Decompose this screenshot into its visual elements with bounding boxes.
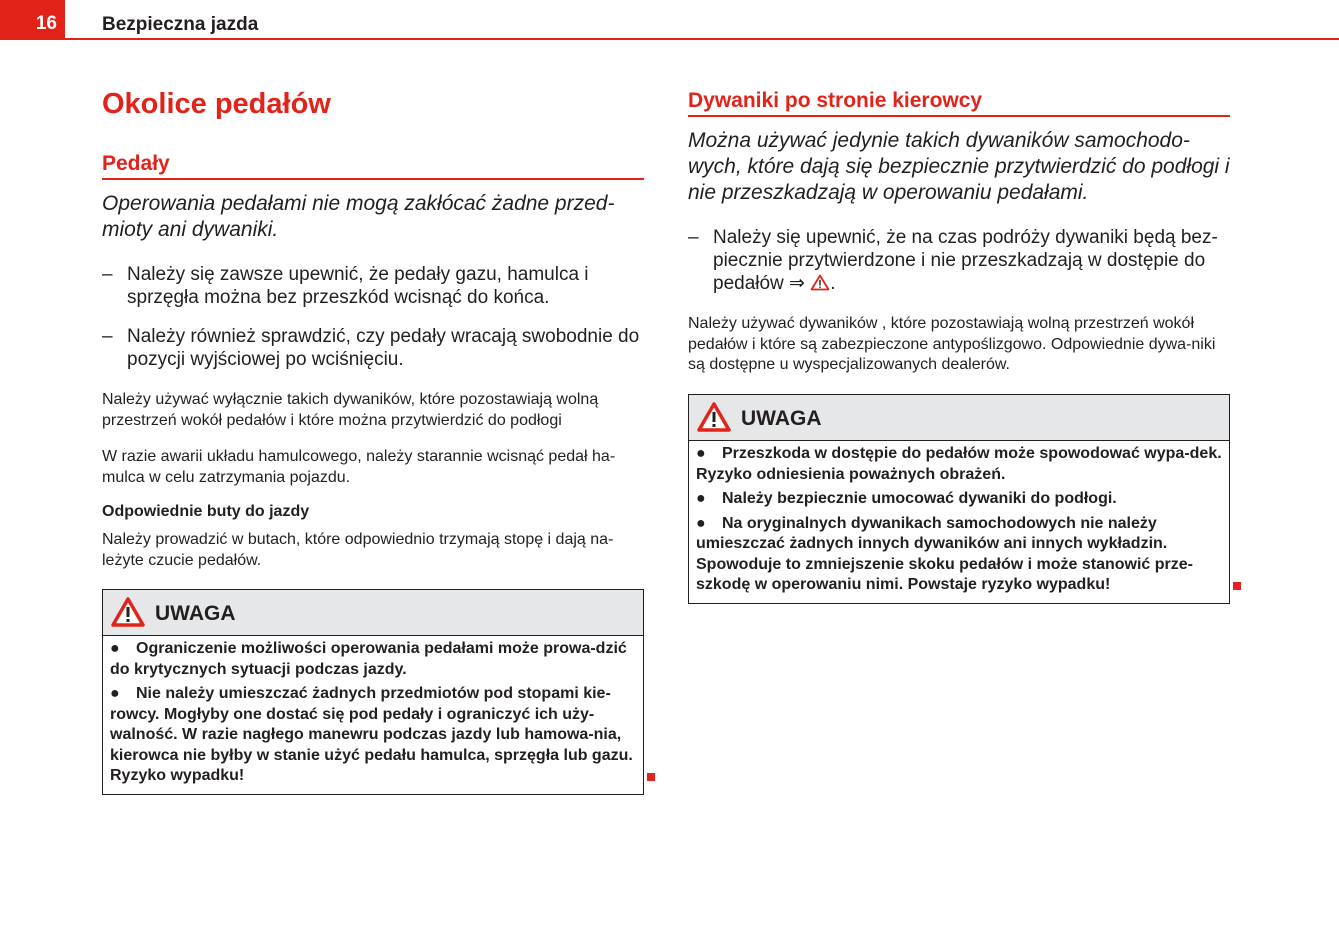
section-end-marker [647,773,655,781]
section-title-dywaniki: Dywaniki po stronie kierowcy [688,89,983,112]
bullet-marker: ● [110,640,120,657]
header-rule [65,38,1339,40]
warning-item [696,489,1223,510]
section-title-pedaly: Pedały [102,152,170,175]
warning-item-text: Należy bezpiecznie umocować dywaniki do podłogi. [722,490,1117,507]
warning-item [110,684,637,787]
warning-body [103,636,643,794]
warning-item [110,639,637,680]
warning-reference-icon[interactable] [810,274,830,291]
running-title: Bezpieczna jazda [102,14,259,35]
list-item-text: Należy również sprawdzić, czy pedały wracają swobodnie do pozycji wyjściowej po wciśnięciu. [127,326,640,370]
bullet-marker: ● [696,490,706,507]
paragraph: Należy prowadzić w butach, które odpowiednio trzymają stopę i dają na-leżyte czucie pedałów. [102,531,614,569]
paragraph: Należy używać dywaników , które pozostawiają wolną przestrzeń wokół pedałów i które są zabezpieczone antypoślizgowo. Odpowiednie dywa-niki są dostępne u wyspecjalizowanych dealerów. [688,315,1216,373]
warning-item [696,514,1223,596]
paragraph: Należy używać wyłącznie takich dywaników, które pozostawiają wolną przestrzeń wokół pedałów i które można przytwierdzić do podłogi [102,391,599,429]
warning-box [102,589,644,795]
dash-list [102,263,644,387]
warning-header [689,395,1229,441]
section-rule [102,178,644,180]
list-item-text: Należy się zawsze upewnić, że pedały gazu, hamulca i sprzęgła można bez przeszkód wcisnąć do końca. [127,264,589,308]
warning-triangle-icon [696,401,732,433]
section-end-marker [1233,582,1241,590]
list-item-suffix: . [830,273,836,294]
warning-item [696,444,1223,485]
dash-marker: – [688,227,699,248]
warning-box [688,394,1230,604]
warning-title: UWAGA [155,602,236,625]
warning-title: UWAGA [741,407,822,430]
list-item [102,325,644,371]
dash-list [688,226,1230,311]
bullet-marker: ● [696,514,706,532]
warning-item-text: Na oryginalnych dywanikach samochodowych nie należy umieszczać żadnych innych dywaników ani innych wykładzin. Spowoduje to zmniejszenie skoku pedałów i może stanowić prze-szkodę w operowaniu nimi. Powstaje ryzyko wypadku! [696,514,1193,593]
list-item [102,263,644,309]
warning-item-text: Przeszkoda w dostępie do pedałów może spowodować wypa-dek. Ryzyko odniesienia poważnych obrażeń. [696,445,1222,483]
dash-marker: – [102,326,113,347]
warning-header [103,590,643,636]
page-number: 16 [35,13,57,34]
dash-marker: – [102,264,113,285]
list-item [688,226,1230,295]
subheading: Odpowiednie buty do jazdy [102,503,310,520]
paragraph: W razie awarii układu hamulcowego, należy starannie wcisnąć pedał ha-mulca w celu zatrzymania pojazdu. [102,448,616,486]
section-intro: Można używać jedynie takich dywaników samochodo-wych, które dają się bezpiecznie przytwierdzić do podłogi i nie przeszkadzają w operowaniu pedałami. [688,129,1230,204]
warning-item-text: Ograniczenie możliwości operowania pedałami może prowa-dzić do krytycznych sytuacji podczas jazdy. [110,640,627,678]
bullet-marker: ● [110,685,120,702]
page-title: Okolice pedałów [102,88,331,120]
bullet-marker: ● [696,445,706,462]
list-item-text: Należy się upewnić, że na czas podróży dywaniki będą bez-piecznie przytwierdzone i nie przeszkadzają w dostępie do pedałów ⇒ [713,227,1218,294]
warning-triangle-icon [110,596,146,628]
section-intro: Operowania pedałami nie mogą zakłócać żadne przed-mioty ani dywaniki. [102,192,615,241]
warning-item-text: Nie należy umieszczać żadnych przedmiotów pod stopami kie-rowcy. Mogłyby one dostać się pod pedały i ograniczyć ich uży-walność. W razie nagłego manewru podczas jazdy lub hamowa-nia, kierowca nie byłby w stanie użyć pedału hamulca, sprzęgła lub gazu. Ryzyko wypadku! [110,685,633,784]
warning-body [689,441,1229,603]
page-number-box [0,0,65,40]
section-rule [688,115,1230,117]
